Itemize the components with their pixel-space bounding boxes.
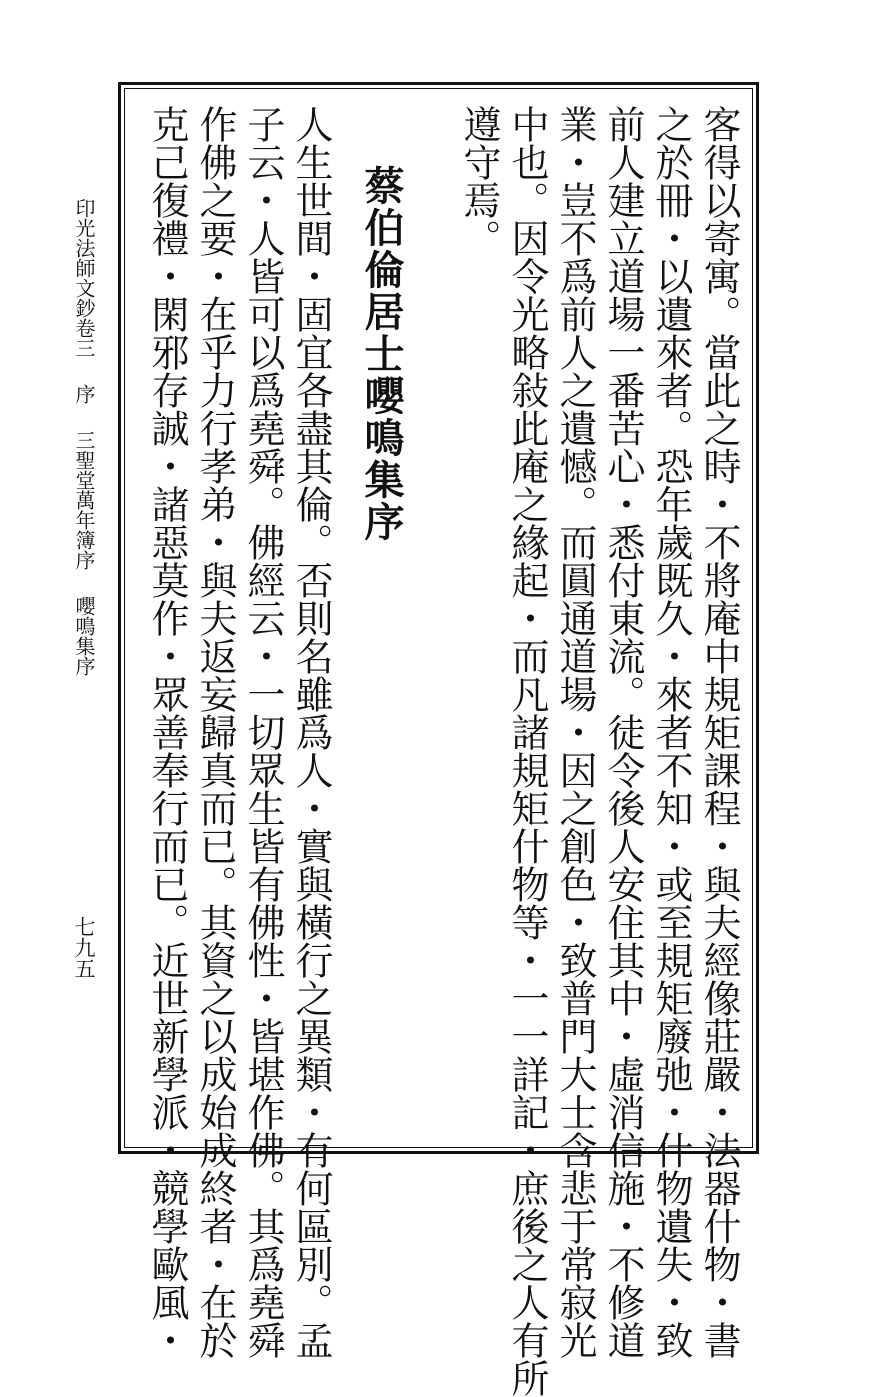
text-column-5: 中也。因令光略敍此庵之緣起・而凡諸規矩什物等・一一詳記・庶後之人有所 bbox=[505, 105, 549, 1397]
running-header bbox=[72, 198, 96, 676]
running-header-article-prev: 三聖堂萬年簿序 bbox=[72, 430, 96, 570]
article-title: 蔡伯倫居士嚶鳴集序 bbox=[358, 165, 405, 543]
text-column-1: 客得以寄寓。當此之時・不將庵中規矩課程・與夫經像莊嚴・法器什物・書 bbox=[697, 105, 741, 1359]
text-column-7: 人生世間・固宜各盡其倫。否則名雖爲人・實與橫行之異類・有何區別。孟 bbox=[289, 105, 333, 1359]
running-header-article-current: 嚶鳴集序 bbox=[72, 596, 96, 676]
text-column-9: 作佛之要・在乎力行孝弟・與夫返妄歸真而已。其資之以成始成終者・在於 bbox=[193, 105, 237, 1359]
running-header-book: 印光法師文鈔卷三 bbox=[72, 198, 96, 358]
text-column-4: 業・豈不爲前人之遺憾。而圓通道場・因之創色・致普門大士含悲于常寂光 bbox=[553, 105, 597, 1359]
text-column-10: 克己復禮・閑邪存誠・諸惡莫作・眾善奉行而已。近世新學派・競學歐風・ bbox=[145, 105, 189, 1359]
text-column-8: 子云・人皆可以爲堯舜。佛經云・一切眾生皆有佛性・皆堪作佛。其爲堯舜 bbox=[241, 105, 285, 1359]
page-number: 七九五 bbox=[72, 916, 96, 979]
text-column-3: 前人建立道場一番苦心・悉付東流。徒令後人安住其中・虛消信施・不修道 bbox=[601, 105, 645, 1359]
text-column-6: 遵守焉。 bbox=[457, 105, 501, 257]
text-column-2: 之於冊・以遺來者。恐年歲既久・來者不知・或至規矩廢弛・什物遺失・致 bbox=[649, 105, 693, 1359]
running-header-section: 序 bbox=[72, 384, 96, 404]
text-body bbox=[140, 105, 741, 1397]
